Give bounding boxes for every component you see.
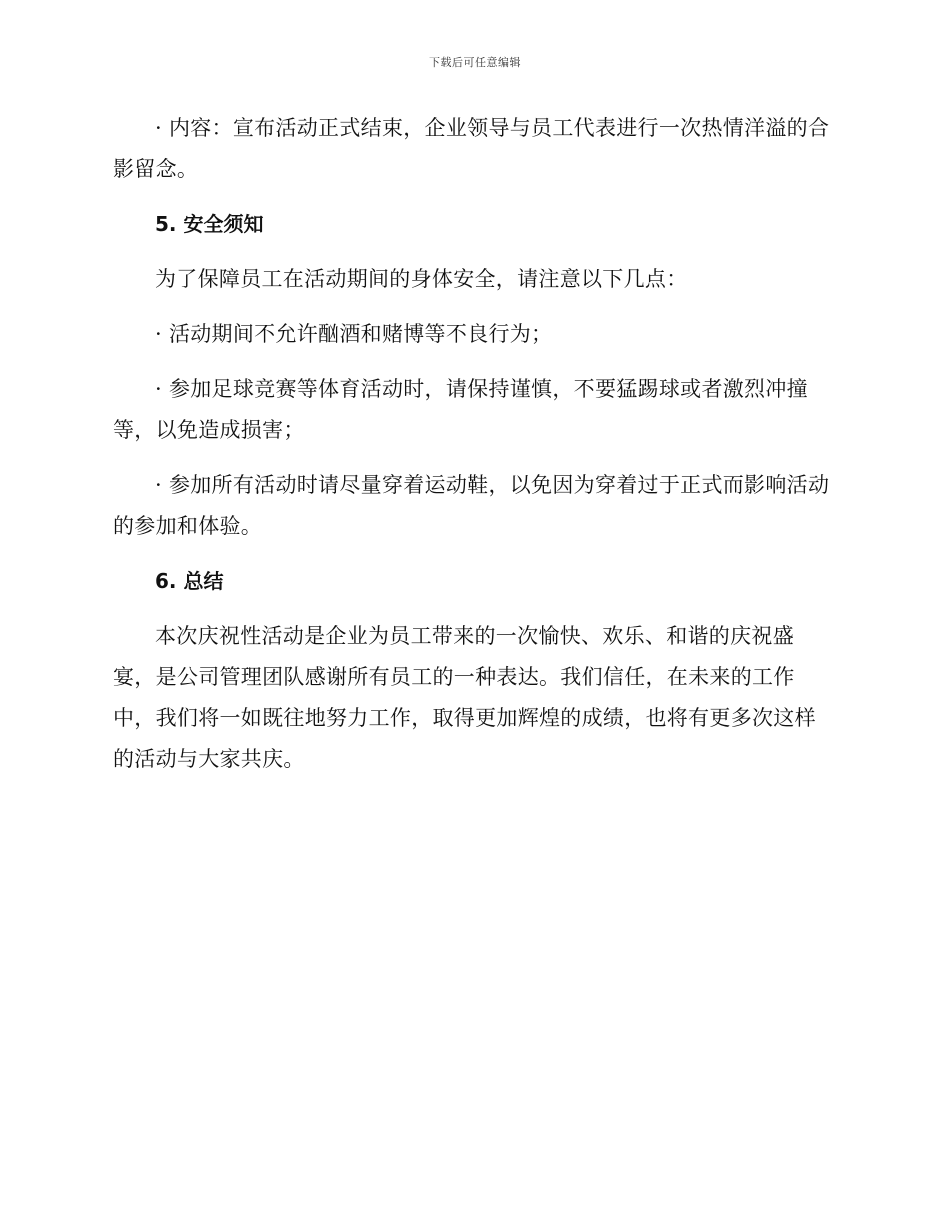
section-heading-summary: 6. 总结 <box>155 569 224 593</box>
document-body <box>113 108 833 794</box>
bullet-safety-3: · 参加所有活动时请尽量穿着运动鞋，以免因为穿着过于正式而影响活动的参加和体验。 <box>113 473 830 538</box>
section-heading-safety: 5. 安全须知 <box>155 212 264 236</box>
paragraph-summary: 本次庆祝性活动是企业为员工带来的一次愉快、欢乐、和谐的庆祝盛宴，是公司管理团队感谢所有员工的一种表达。我们信任，在未来的工作中，我们将一如既往地努力工作，取得更加辉煌的成绩，也将有更多次这样的活动与大家共庆。 <box>113 624 816 771</box>
paragraph-content-end: · 内容：宣布活动正式结束，企业领导与员工代表进行一次热情洋溢的合影留念。 <box>113 116 830 181</box>
bullet-safety-1: · 活动期间不允许酗酒和赌博等不良行为； <box>155 322 553 346</box>
header-note: 下载后可任意编辑 <box>429 56 521 69</box>
paragraph-safety-intro: 为了保障员工在活动期间的身体安全，请注意以下几点： <box>155 267 688 291</box>
bullet-safety-2: · 参加足球竞赛等体育活动时，请保持谨慎，不要猛踢球或者激烈冲撞等，以免造成损害； <box>113 377 808 442</box>
